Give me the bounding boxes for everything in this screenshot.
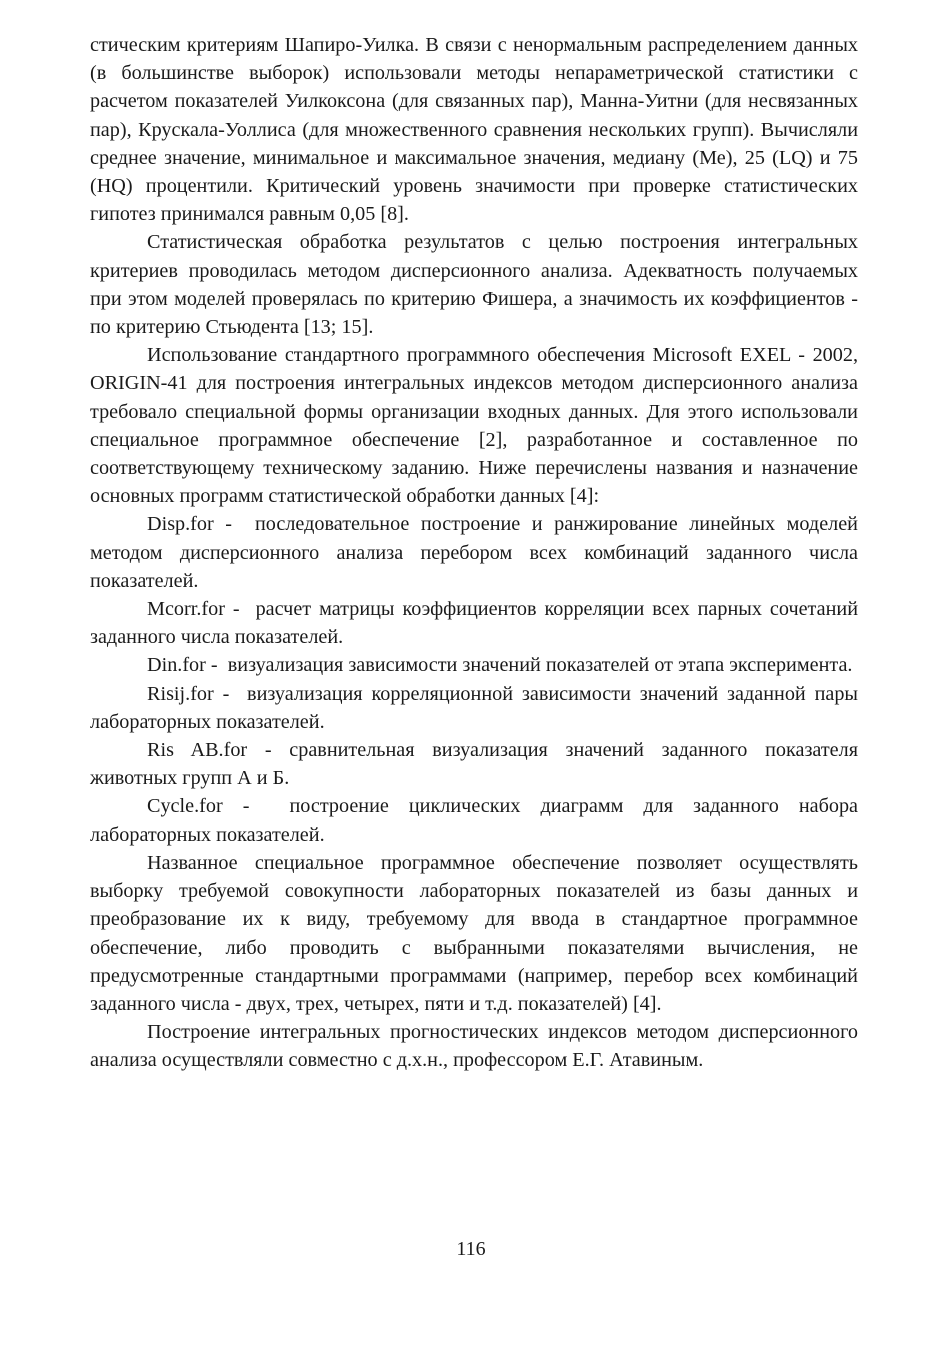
program-description: визуализация зависимости значений показателей от этапа эксперимента. bbox=[227, 654, 853, 677]
program-description: построение циклических диаграмм для заданного набора лабораторных показателей. bbox=[90, 795, 858, 846]
program-name: Risij.for - bbox=[147, 682, 230, 705]
program-description: последовательное построение и ранжирование линейных моделей методом дисперсионного анализа перебором всех комбинаций заданного числа показателей. bbox=[90, 513, 858, 592]
paragraph-collaboration: Построение интегральных прогностических индексов методом дисперсионного анализа осуществляли совместно с д.х.н., профессором Е.Г. Атавиным. bbox=[90, 1021, 858, 1072]
program-description: расчет матрицы коэффициентов корреляции всех парных сочетаний заданного числа показателей. bbox=[90, 598, 858, 649]
program-name: Ris AB.for - bbox=[147, 739, 272, 762]
paragraph-software-capabilities: Названное специальное программное обеспечение позволяет осуществлять выборку требуемой совокупности лабораторных показателей из базы данных и преобразование их к виду, требуемому для ввода в стандартное программное обеспечение, либо проводить с выбранными показателями вычисления, не предусмотренные стандартными программами (например, перебор всех комбинаций заданного числа - двух, трех, четырех, пяти и т.д. показателей) [4]. bbox=[90, 851, 858, 1015]
program-name: Disp.for - bbox=[147, 513, 232, 536]
paragraph-methods: стическим критериям Шапиро-Уилка. В связи с ненормальным распределением данных (в большинстве выборок) использовали методы непараметрической статистики с расчетом показателей Уилкоксона (для связанных пар), Манна-Уитни (для несвязанных пар), Крускала-Уоллиса (для множественного сравнения нескольких групп). Вычисляли среднее значение, минимальное и максимальное значения, медиану (Ме), 25 (LQ) и 75 (HQ) процентили. Критический уровень значимости при проверке статистических гипотез принимался равным 0,05 [8]. bbox=[90, 34, 858, 226]
program-name: Din.for - bbox=[147, 654, 218, 677]
page-number: 116 bbox=[456, 1238, 486, 1260]
program-item-din bbox=[90, 651, 858, 679]
program-item-risij bbox=[90, 680, 858, 736]
paragraph-software: Использование стандартного программного обеспечения Microsoft EXEL - 2002, ORIGIN-41 для построения интегральных индексов методом дисперсионного анализа требовало специальной формы организации входных данных. Для этого использовали специальное программное обеспечение [2], разработанное и составленное по соответствующему техническому заданию. Ниже перечислены названия и назначение основных программ статистической обработки данных [4]: bbox=[90, 344, 858, 508]
program-item-disp bbox=[90, 510, 858, 595]
program-item-ris-ab bbox=[90, 736, 858, 792]
program-name: Cycle.for - bbox=[147, 795, 250, 818]
program-item-cycle bbox=[90, 792, 858, 848]
program-name: Mcorr.for - bbox=[147, 598, 240, 621]
program-description: сравнительная визуализация значений заданного показателя животных групп А и Б. bbox=[90, 739, 858, 790]
program-item-mcorr bbox=[90, 595, 858, 651]
body-text bbox=[90, 31, 858, 1075]
paragraph-statistical-processing: Статистическая обработка результатов с целью построения интегральных критериев проводилась методом дисперсионного анализа. Адекватность получаемых при этом моделей проверялась по критерию Фишера, а значимость их коэффициентов - по критерию Стьюдента [13; 15]. bbox=[90, 231, 858, 339]
program-description: визуализация корреляционной зависимости значений заданной пары лабораторных показателей. bbox=[90, 682, 858, 733]
